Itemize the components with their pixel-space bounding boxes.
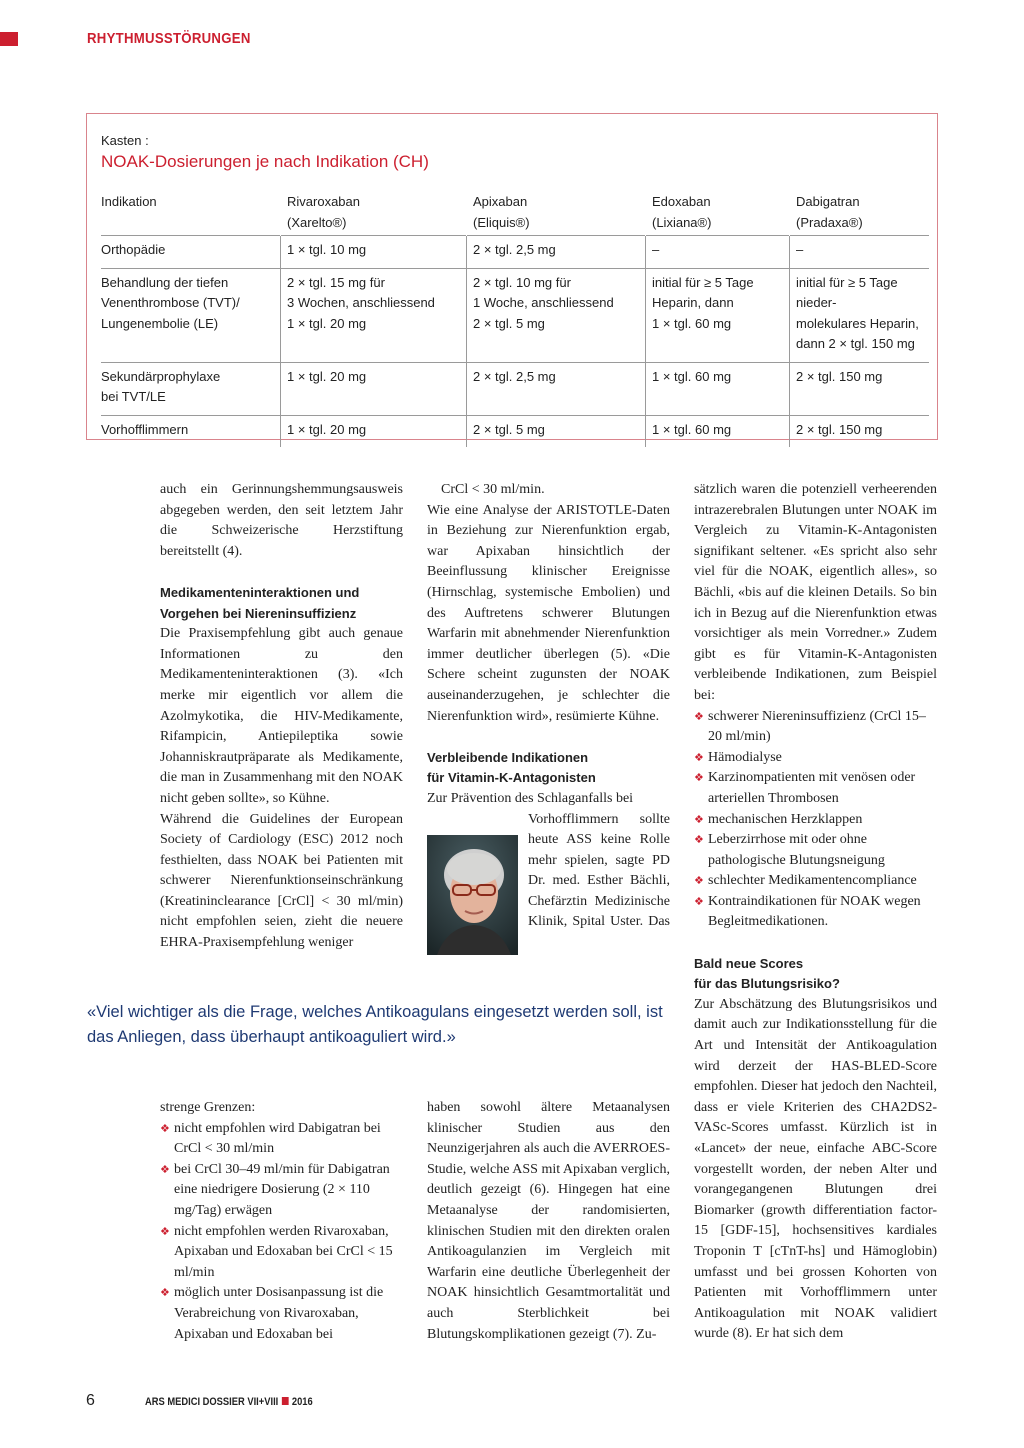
list-item — [694, 830, 937, 871]
paragraph: Während die Guidelines der European Society of Cardiology (ESC) 2012 noch festhielten, dass NOAK bei Patienten mit schwerer Nierenfunktionseinschränkung (Kreatininclearance [CrCl] < 30 ml/min) nicht empfohlen seien, zieht die neuere EHRA-Praxisempfehlung weniger — [160, 811, 403, 951]
list-item — [694, 871, 937, 892]
text-line: heute ASS keine Rolle — [528, 832, 670, 848]
bullet-icon: ❖ — [694, 833, 704, 847]
paragraph: strenge Grenzen: — [160, 1100, 256, 1115]
portrait-photo — [427, 835, 518, 955]
table-cell — [790, 415, 930, 447]
list-item-text: Karzinompatienten mit venösen oder arteriellen Thrombosen — [708, 770, 916, 806]
table-cell — [467, 268, 646, 362]
list-item — [160, 1160, 403, 1222]
table-cell — [467, 236, 646, 269]
list-item-text: Leberzirrhose mit oder ohne pathologische Blutungsneigung — [708, 832, 885, 868]
bullet-icon: ❖ — [694, 874, 704, 888]
cell-text: 1 × tgl. 20 mg — [287, 421, 367, 437]
table-cell — [790, 236, 930, 269]
bullet-icon: ❖ — [160, 1162, 170, 1176]
list-item — [694, 748, 937, 769]
table-row — [101, 268, 929, 362]
bullet-icon: ❖ — [694, 812, 704, 826]
list-item-text: nicht empfohlen werden Rivaroxaban, Apixaban und Edoxaban bei CrCl < 15 ml/min — [174, 1223, 393, 1280]
list-item — [694, 707, 937, 748]
cell-text: 2 × tgl. 2,5 mg — [473, 368, 556, 384]
table-cell — [101, 236, 281, 269]
pull-quote: «Viel wichtiger als die Frage, welches Antikoagulans eingesetzt werden soll, ist das Anliegen, dass überhaupt antikoaguliert wird.» — [87, 1003, 663, 1046]
paragraph: Zur Prävention des Schlaganfalls bei — [427, 790, 634, 806]
table-row — [101, 362, 929, 415]
list-item — [160, 1119, 403, 1160]
column-1-bottom — [160, 1098, 403, 1345]
table-row — [101, 236, 929, 269]
cell-text: Vorhofflimmern — [101, 421, 189, 437]
list-item-text: nicht empfohlen wird Dabigatran bei CrCl < 30 ml/min — [174, 1120, 381, 1157]
cell-text: (Lixiana®) — [652, 214, 712, 230]
list-item-text: Hämodialyse — [708, 749, 782, 765]
cell-text: 1 Woche, anschliessend — [473, 295, 614, 310]
cell-text: Sekundärprophylaxe — [101, 368, 221, 384]
subheading: Verbleibende Indikationen — [427, 749, 589, 765]
paragraph: Zur Abschätzung des Blutungsrisikos und damit auch zur Indikationsstellung für die Art und Intensität der Antikoagulation wird derzeit der HAS-BLED-Score empfohlen. Dieser hat jedoch den Nachteil, dass er viele Kriterien des CHA2DS2-VASc-Scores umfasst. Kürzlich ist in «Lancet» der neue, einfache ABC-Score vorgestellt worden, der neben Alter und vorangegangenen Blutungen drei Biomarker (growth differentiation factor-15 [GDF-15], hochsensitives kardiales Troponin T [cTnT-hs] und Hämoglobin) umfasst und bei grossen Kohorten von Patienten mit Vorhofflimmern unter Antikoagulation mit NOAK validiert wurde (8). Er hat sich dem — [694, 996, 937, 1342]
cell-text: initial für ≥ 5 Tage nieder- — [796, 274, 898, 310]
text-line: Klinik, Spital Uster. Das — [528, 914, 670, 930]
journal-name: ARS MEDICI DOSSIER VII+VIII — [145, 1396, 279, 1408]
section-marker — [0, 32, 18, 46]
paragraph: auch ein Gerinnungshemmungsausweis abgegeben werden, den seit letztem Jahr die Schweizerische Herzstiftung bereitstellt (4). — [160, 482, 403, 559]
cell-text: (Xarelto®) — [287, 214, 347, 230]
subheading: für das Blutungsrisiko? — [694, 976, 840, 992]
list-item — [160, 1283, 403, 1345]
cell-text: Edoxaban — [652, 194, 711, 209]
dosage-table — [101, 192, 929, 447]
box-label: Kasten : — [101, 133, 149, 148]
cell-text: (Pradaxa®) — [796, 214, 863, 230]
table-cell — [467, 362, 646, 415]
cell-text: 3 Wochen, anschliessend — [287, 295, 435, 310]
column-3 — [694, 480, 937, 1345]
paragraph: Wie eine Analyse der ARISTOTLE-Daten in Beziehung zur Nierenfunktion ergab, war Apixaban hinsichtlich der Beeinflussung klinischer Ereignisse (Hirnschlag, systemische Embolien) und des Auftretens schwerer Blutungen Warfarin mit abnehmender Nierenfunktion immer deutlicher überlegen (5). «Die Schere scheint zugunsten der NOAK auseinanderzugehen, je schlechter die Nierenfunktion wird», resümierte Kühne. — [427, 502, 670, 724]
cell-text: Rivaroxaban — [287, 194, 360, 209]
cell-text: Venenthrombose (TVT)/ — [101, 295, 240, 310]
subheading: Medikamenteninteraktionen und — [160, 584, 360, 600]
cell-text: 1 × tgl. 60 mg — [652, 421, 732, 437]
list-item-text: schwerer Niereninsuffizienz (CrCl 15–20 ml/min) — [708, 708, 926, 745]
bullet-list — [694, 707, 937, 934]
cell-text: 2 × tgl. 150 mg — [796, 421, 883, 437]
text-line: Chefärztin Medizinische — [528, 893, 670, 909]
cell-text: Apixaban — [473, 194, 528, 209]
cell-text: 2 × tgl. 15 mg für — [287, 274, 385, 290]
table-cell — [101, 415, 281, 447]
cell-text: 1 × tgl. 20 mg — [287, 315, 367, 331]
cell-text: (Eliquis®) — [473, 214, 530, 230]
cell-text: Behandlung der tiefen — [101, 274, 229, 290]
wrapped-text — [528, 810, 670, 934]
table-cell — [646, 236, 790, 269]
bullet-list — [160, 1119, 403, 1346]
page-number: 6 — [86, 1392, 95, 1409]
cell-text: Orthopädie — [101, 242, 166, 257]
cell-text: – — [796, 242, 804, 257]
cell-text: 2 × tgl. 5 mg — [473, 315, 545, 331]
section-title: RHYTHMUSSTÖRUNGEN — [87, 30, 251, 47]
footer-journal — [145, 1396, 313, 1408]
paragraph: haben sowohl ältere Metaanalysen klinischer Studien aus den Neunzigerjahren als auch die AVERROES-Studie, welche ASS mit Apixaban verglich, deutlich gezeigt (6). Hingegen hat eine Metaanalyse der randomisierten, klinischen Studien mit den direkten oralen Antikoagulanzien im Vergleich mit Warfarin eine deutliche Überlegenheit der NOAK hinsichtlich Gesamtmortalität und auch Sterblichkeit bei Blutungskomplikationen gezeigt (7). Zu- — [427, 1100, 670, 1342]
footer-square-icon — [282, 1397, 289, 1405]
bullet-icon: ❖ — [160, 1286, 170, 1300]
subheading: Vorgehen bei Niereninsuffizienz — [160, 605, 357, 621]
box-title: NOAK-Dosierungen je nach Indikation (CH) — [101, 152, 429, 171]
bullet-icon: ❖ — [694, 894, 704, 908]
table-cell — [281, 362, 467, 415]
subheading: Bald neue Scores — [694, 955, 804, 971]
list-item-text: bei CrCl 30–49 ml/min für Dabigatran eine niedrigere Dosierung (2 × 110 mg/Tag) erwägen — [174, 1161, 390, 1218]
cell-text: 1 × tgl. 60 mg — [652, 368, 732, 384]
bullet-icon: ❖ — [160, 1224, 170, 1238]
cell-text: 1 × tgl. 60 mg — [652, 315, 732, 331]
table-cell — [646, 415, 790, 447]
text-line: Vorhofflimmern sollte — [528, 811, 670, 827]
table-cell — [790, 362, 930, 415]
cell-text: Indikation — [101, 194, 157, 209]
cell-text: 1 × tgl. 10 mg — [287, 242, 367, 257]
list-item-text: schlechter Medikamentencompliance — [708, 873, 917, 889]
bullet-icon: ❖ — [160, 1121, 170, 1135]
list-item-text: möglich unter Dosisanpassung ist die Verabreichung von Rivaroxaban, Apixaban und Edoxaban bei — [174, 1285, 384, 1342]
column-header — [646, 192, 790, 236]
list-item — [694, 892, 937, 933]
table-cell — [467, 415, 646, 447]
journal-year: 2016 — [291, 1396, 313, 1408]
list-item-text: Kontraindikationen für NOAK wegen Begleitmedikationen. — [708, 893, 921, 930]
cell-text: 1 × tgl. 20 mg — [287, 368, 367, 384]
list-item — [694, 810, 937, 831]
table-cell — [646, 362, 790, 415]
bullet-icon: ❖ — [694, 709, 704, 723]
list-item — [694, 768, 937, 809]
cell-text: initial für ≥ 5 Tage — [652, 274, 754, 290]
table-cell — [281, 268, 467, 362]
table-cell — [281, 236, 467, 269]
table-header-row — [101, 192, 929, 236]
table-cell — [101, 362, 281, 415]
cell-text: bei TVT/LE — [101, 389, 166, 404]
bullet-icon: ❖ — [694, 750, 704, 764]
cell-text: dann 2 × tgl. 150 mg — [796, 336, 915, 351]
column-header — [101, 192, 281, 236]
bullet-icon: ❖ — [694, 771, 704, 785]
dosage-box — [86, 113, 938, 440]
table-row — [101, 415, 929, 447]
column-header — [467, 192, 646, 236]
text-line: mehr spielen, sagte PD — [528, 852, 670, 868]
cell-text: 2 × tgl. 10 mg für — [473, 274, 571, 290]
cell-text: 2 × tgl. 150 mg — [796, 368, 883, 384]
cell-text: 2 × tgl. 2,5 mg — [473, 242, 556, 257]
cell-text: Heparin, dann — [652, 295, 734, 310]
cell-text: – — [652, 242, 660, 257]
cell-text: 2 × tgl. 5 mg — [473, 421, 545, 437]
cell-text: Lungenembolie (LE) — [101, 315, 219, 331]
text-line: Dr. med. Esther Bächli, — [528, 873, 670, 889]
cell-text: Dabigatran — [796, 194, 860, 209]
column-2-bottom — [427, 1098, 670, 1345]
list-item — [160, 1222, 403, 1284]
paragraph: sätzlich waren die potenziell verheerenden intrazerebralen Blutungen unter NOAK im Vergleich zu Vitamin-K-Antagonisten signifikant seltener. «Es spricht also sehr viel für die NOAK, eigentlich alles», so Bächli, «bis auf die kleinen Details. So bin ich in Bezug auf die Nierenfunktion etwas vorsichtiger als mein Vorredner.» Zudem gibt es für Vitamin-K-Antagonisten verbleibende Indikationen, zum Beispiel bei: — [694, 482, 937, 703]
list-item-text: mechanischen Herzklappen — [708, 811, 863, 827]
paragraph: Die Praxisempfehlung gibt auch genaue Informationen zu den Medikamenteninteraktionen (3). «Ich merke mir eigentlich vor allem die Azolmykotika, die HIV-Medikamente, Rifampicin, Antiepileptika sowie Johanniskrautpräparate als Medikamente, die man in Zusammenhang mit den NOAK nicht geben sollte», so Kühne. — [160, 626, 403, 806]
paragraph: CrCl < 30 ml/min. — [441, 482, 545, 497]
column-header — [281, 192, 467, 236]
cell-text: molekulares Heparin, — [796, 315, 919, 331]
table-cell — [646, 268, 790, 362]
column-header — [790, 192, 930, 236]
column-1-top — [160, 480, 403, 954]
subheading: für Vitamin-K-Antagonisten — [427, 770, 596, 786]
table-cell — [790, 268, 930, 362]
table-cell — [101, 268, 281, 362]
table-cell — [281, 415, 467, 447]
